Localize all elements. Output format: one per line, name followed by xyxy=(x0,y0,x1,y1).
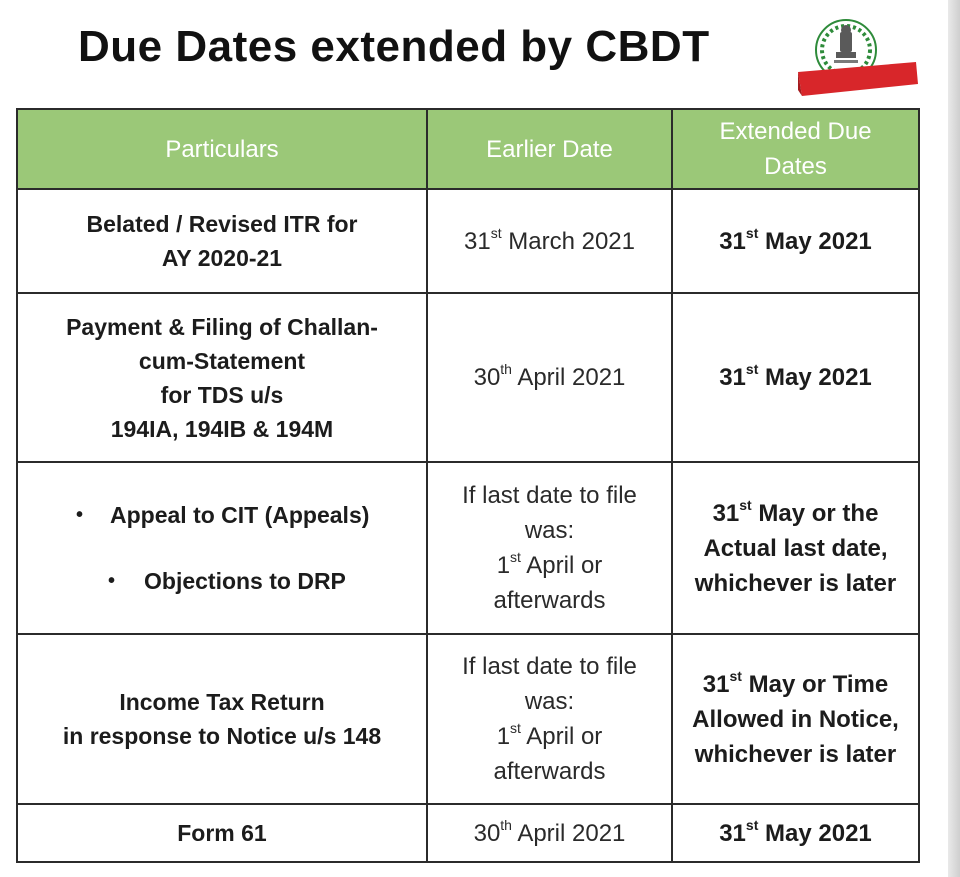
list-item: • Appeal to CIT (Appeals) xyxy=(26,498,418,532)
extended-date-cell: 31st May or Time Allowed in Notice, whichever is later xyxy=(672,634,919,804)
earlier-date-cell: 30th April 2021 xyxy=(427,804,672,862)
earlier-date-cell: If last date to file was: 1st April or afterwards xyxy=(427,634,672,804)
earlier-date-cell: If last date to file was: 1st April or afterwards xyxy=(427,462,672,634)
table-row xyxy=(17,189,919,293)
extended-date-cell: 31st May 2021 xyxy=(672,804,919,862)
list-item: • Objections to DRP xyxy=(26,564,418,598)
table-header-row xyxy=(17,109,919,189)
extended-date-cell: 31st May 2021 xyxy=(672,189,919,293)
table-row xyxy=(17,293,919,462)
image-edge xyxy=(948,0,960,877)
bullet-icon: • xyxy=(108,570,116,592)
extended-date-cell: 31st May 2021 xyxy=(672,293,919,462)
table-row xyxy=(17,804,919,862)
header-earlier-date: Earlier Date xyxy=(427,109,672,189)
header-extended-due-dates: Extended Due Dates xyxy=(672,109,919,189)
page-title: Due Dates extended by CBDT xyxy=(78,22,710,71)
particulars-cell xyxy=(17,462,427,634)
table-row xyxy=(17,462,919,634)
particulars-cell: Form 61 xyxy=(17,804,427,862)
income-tax-department-logo xyxy=(798,14,918,104)
bullet-icon: • xyxy=(76,504,84,526)
extended-date-cell: 31st May or the Actual last date, whichever is later xyxy=(672,462,919,634)
earlier-date-cell: 31st March 2021 xyxy=(427,189,672,293)
particulars-cell: Payment & Filing of Challan- cum-Statement for TDS u/s 194IA, 194IB & 194M xyxy=(17,293,427,462)
particulars-cell: Income Tax Return in response to Notice u/s 148 xyxy=(17,634,427,804)
earlier-date-cell: 30th April 2021 xyxy=(427,293,672,462)
header-particulars: Particulars xyxy=(17,109,427,189)
table-row xyxy=(17,634,919,804)
bullet-list xyxy=(26,498,418,598)
particulars-cell: Belated / Revised ITR for AY 2020-21 xyxy=(17,189,427,293)
due-dates-table xyxy=(16,108,920,863)
